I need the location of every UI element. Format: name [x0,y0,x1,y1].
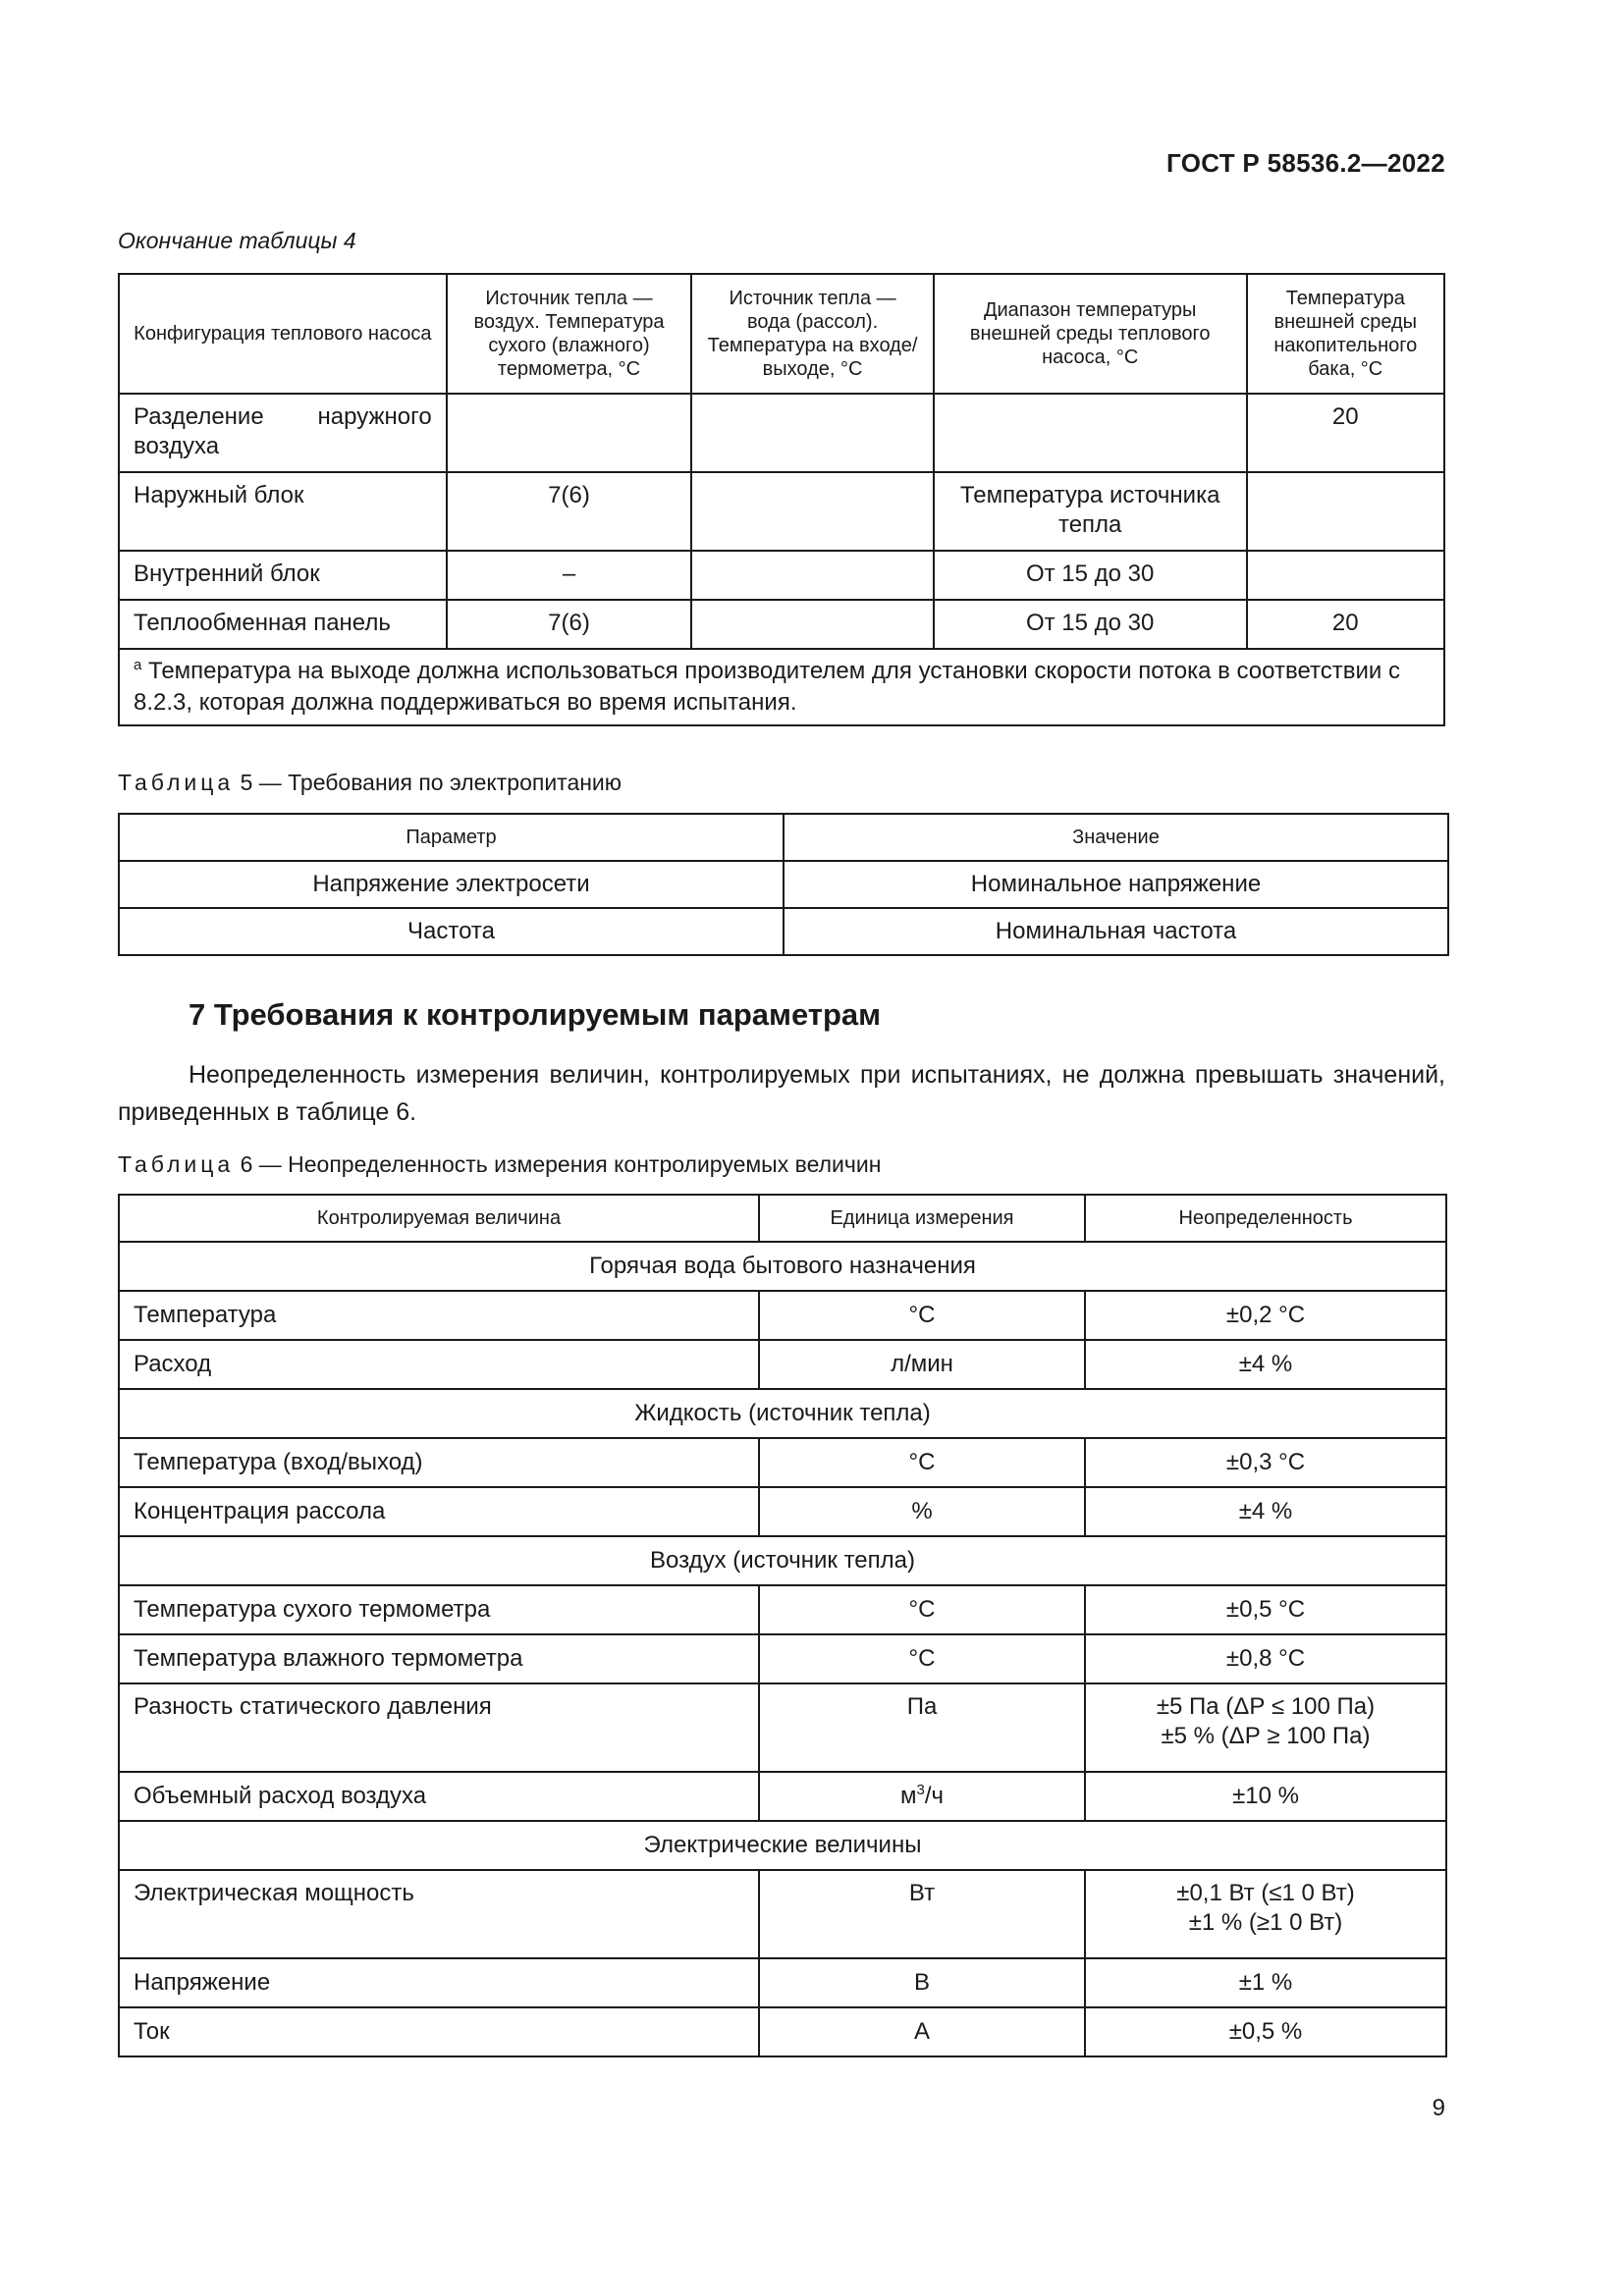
table-cell: Наружный блок [119,472,447,551]
table-row [119,861,1448,908]
column-header: Значение [784,814,1448,861]
table-group-row [119,1536,1446,1585]
document-code: ГОСТ Р 58536.2—2022 [1166,148,1445,178]
table-cell [691,551,934,600]
table-row [119,394,1444,472]
table-row [119,472,1444,551]
table-cell: 20 [1247,600,1444,649]
table-cell: Напряжение электросети [119,861,784,908]
unit-exponent: 3 [916,1782,925,1798]
table-cell: Температура источника тепла [934,472,1247,551]
uncertainty-line: ±0,1 Вт (≤1 0 Вт) [1176,1880,1355,1906]
table-cell: Внутренний блок [119,551,447,600]
table-row [119,1683,1446,1772]
uncertainty-line: ±5 % (ΔР ≥ 100 Па) [1161,1723,1371,1749]
quantity-cell: Температура [119,1291,759,1340]
column-header: Неопределенность [1085,1195,1446,1242]
table-cell: 20 [1247,394,1444,472]
uncertainty-cell [1085,1683,1446,1772]
table-cell: Теплообменная панель [119,600,447,649]
uncertainty-cell: ±4 % [1085,1340,1446,1389]
table-group-row [119,1242,1446,1291]
quantity-cell: Электрическая мощность [119,1870,759,1958]
quantity-cell: Напряжение [119,1958,759,2007]
uncertainty-cell: ±0,8 °С [1085,1634,1446,1683]
caption-label: Таблица [118,770,235,795]
unit-base: м [899,1783,917,1809]
column-header: Источник тепла — воздух. Температура сухого (влажного) термометра, °С [447,274,692,394]
quantity-cell: Концентрация рассола [119,1487,759,1536]
uncertainty-cell: ±1 % [1085,1958,1446,2007]
table-header-row [119,1195,1446,1242]
caption-label: Таблица [118,1151,235,1177]
table-row [119,1870,1446,1958]
table-cell: 7(6) [447,472,692,551]
column-header: Диапазон температуры внешней среды теплового насоса, °С [934,274,1247,394]
table-footnote [119,649,1444,725]
table-header-row [119,274,1444,394]
column-header: Единица измерения [759,1195,1085,1242]
section-paragraph: Неопределенность измерения величин, контролируемых при испытаниях, не должна превышать значений, приведенных в таблице 6. [118,1061,1445,1126]
table-cell: Частота [119,908,784,955]
table-cell: От 15 до 30 [934,551,1247,600]
cell-word: воздуха [134,433,220,459]
table-cell [119,394,447,472]
cell-word: наружного [317,403,432,430]
unit-cell: Па [759,1683,1085,1772]
section-heading: 7 Требования к контролируемым параметрам [189,997,882,1032]
unit-cell: В [759,1958,1085,2007]
quantity-cell: Температура сухого термометра [119,1585,759,1634]
quantity-cell: Температура (вход/выход) [119,1438,759,1487]
table-row [119,551,1444,600]
quantity-cell: Ток [119,2007,759,2056]
table-header-row [119,814,1448,861]
uncertainty-cell: ±0,3 °С [1085,1438,1446,1487]
uncertainty-line: ±1 % (≥1 0 Вт) [1188,1909,1343,1936]
table-footnote-row [119,649,1444,725]
uncertainty-cell: ±0,2 °С [1085,1291,1446,1340]
table-cell [691,472,934,551]
table-row [119,1585,1446,1634]
uncertainty-cell: ±4 % [1085,1487,1446,1536]
quantity-cell: Расход [119,1340,759,1389]
footnote-mark: a [134,657,142,673]
unit-cell: °С [759,1438,1085,1487]
table4-continuation [118,273,1445,726]
table-cell [447,394,692,472]
unit-cell: Вт [759,1870,1085,1958]
table-row [119,1958,1446,2007]
table-cell: Номинальное напряжение [784,861,1448,908]
page-number: 9 [1432,2095,1445,2121]
table-cell [934,394,1247,472]
table-row [119,1291,1446,1340]
table-cell [691,600,934,649]
unit-cell: °С [759,1291,1085,1340]
table-row [119,1340,1446,1389]
column-header: Конфигурация теплового насоса [119,274,447,394]
caption-text: 6 — Неопределенность измерения контролируемых величин [240,1151,882,1177]
unit-tail: /ч [924,1783,944,1809]
quantity-cell: Разность статического давления [119,1683,759,1772]
unit-cell [759,1772,1085,1821]
table-row [119,2007,1446,2056]
table4-continuation-caption: Окончание таблицы 4 [118,228,356,253]
column-header: Источник тепла — вода (рассол). Температура на входе/выходе, °С [691,274,934,394]
column-header: Контролируемая величина [119,1195,759,1242]
table-row [119,1438,1446,1487]
cell-word: Разделение [134,403,264,430]
table-row [119,1487,1446,1536]
caption-text: 5 — Требования по электропитанию [240,770,623,795]
table-cell: – [447,551,692,600]
table-row [119,1634,1446,1683]
quantity-cell: Температура влажного термометра [119,1634,759,1683]
group-title: Жидкость (источник тепла) [119,1389,1446,1438]
unit-cell: °С [759,1634,1085,1683]
unit-cell: А [759,2007,1085,2056]
footnote-text: Температура на выходе должна использоваться производителем для установки скорости потока в соответствии с 8.2.3, которая должна поддерживаться во время испытания. [134,658,1400,716]
group-title: Воздух (источник тепла) [119,1536,1446,1585]
quantity-cell: Объемный расход воздуха [119,1772,759,1821]
column-header: Параметр [119,814,784,861]
table-group-row [119,1821,1446,1870]
table-row [119,1772,1446,1821]
table5-caption [118,770,622,796]
table5 [118,813,1449,956]
table-cell: От 15 до 30 [934,600,1247,649]
group-title: Горячая вода бытового назначения [119,1242,1446,1291]
column-header: Температура внешней среды накопительного бака, °С [1247,274,1444,394]
table-cell [1247,472,1444,551]
table-cell [691,394,934,472]
table-row [119,600,1444,649]
table-cell [1247,551,1444,600]
uncertainty-line: ±5 Па (ΔР ≤ 100 Па) [1156,1693,1376,1720]
unit-cell: л/мин [759,1340,1085,1389]
unit-cell: % [759,1487,1085,1536]
unit-cell: °С [759,1585,1085,1634]
uncertainty-cell: ±0,5 % [1085,2007,1446,2056]
table-cell: 7(6) [447,600,692,649]
table-cell: Номинальная частота [784,908,1448,955]
table6-caption [118,1151,881,1178]
uncertainty-cell: ±0,5 °С [1085,1585,1446,1634]
group-title: Электрические величины [119,1821,1446,1870]
uncertainty-cell [1085,1870,1446,1958]
table6 [118,1194,1447,2057]
table-row [119,908,1448,955]
uncertainty-cell: ±10 % [1085,1772,1446,1821]
table-group-row [119,1389,1446,1438]
